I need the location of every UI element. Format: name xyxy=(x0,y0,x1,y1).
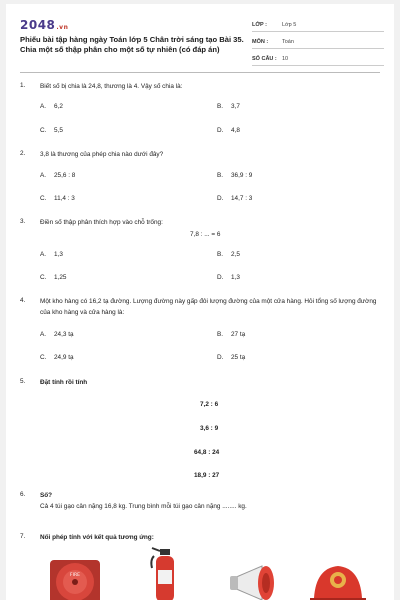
question-7: 7. Nối phép tính với kết quả tương ứng: xyxy=(20,533,154,541)
meta-info xyxy=(252,18,384,69)
option-b[interactable]: B. 27 tạ xyxy=(217,331,246,338)
blank-expression: 7,8 : ... = 6 xyxy=(190,230,221,238)
meta-subject: MÔN : Toán xyxy=(252,35,384,49)
option-c[interactable]: C. 11,4 : 3 xyxy=(40,194,75,202)
option-d[interactable]: D. 14,7 : 3 xyxy=(217,194,253,202)
calc-expression: 7,2 : 6 xyxy=(200,400,219,408)
option-b[interactable]: B. 36,9 : 9 xyxy=(217,171,253,179)
header-divider xyxy=(20,72,380,73)
alarm-bell-icon xyxy=(46,556,104,600)
option-c[interactable]: C. 1,25 xyxy=(40,273,67,281)
question-3: 3. Điền số thập phân thích hợp vào chỗ trống: 7,8 : ... = 6 A. 1,3 B. 2,5 C. 1,25 D. 1,3 xyxy=(20,218,240,281)
calc-expression: 3,6 : 9 xyxy=(200,424,219,432)
question-1: 1. Biết số bị chia là 24,8, thương là 4. Vậy số chia là: A. 6,2 B. 3,7 C. 5,5 D. 4,8 xyxy=(20,82,240,134)
calc-expression: 18,9 : 27 xyxy=(194,471,220,479)
question-4: 4. Một kho hàng có 16,2 tạ đường. Lượng đường này gấp đôi lượng đường của một cửa hàng. Hỏi tổng số lượng đường của kho hàng và cửa hàng là: A. 24,3 tạ B. 27 tạ C. 24,9 tạ D. 25 tạ xyxy=(20,297,377,361)
option-a[interactable]: A. 1,3 xyxy=(40,250,63,258)
fire-extinguisher-icon xyxy=(146,546,184,600)
worksheet-page xyxy=(6,4,394,600)
option-b[interactable]: B. 3,7 xyxy=(217,102,240,110)
site-logo[interactable]: 2048.vn xyxy=(20,18,69,32)
meta-count: SỐ CÂU : 10 xyxy=(252,52,384,66)
calc-expression: 64,8 : 24 xyxy=(194,448,220,456)
option-b[interactable]: B. 2,5 xyxy=(217,250,240,258)
question-6-statement: Cả 4 túi gạo cân nặng 16,8 kg. Trung bình mỗi túi gạo cân nặng ........ kg. xyxy=(40,502,247,510)
option-d[interactable]: D. 4,8 xyxy=(217,126,240,134)
option-a[interactable]: A. 25,6 : 8 xyxy=(40,171,76,179)
option-a[interactable]: A. 24,3 tạ xyxy=(40,331,74,338)
option-d[interactable]: D. 1,3 xyxy=(217,273,240,281)
worksheet-title: Phiếu bài tập hàng ngày Toán lớp 5 Chân trời sáng tạo Bài 35. Chia một số thập phân cho một số tự nhiên (có đáp án) xyxy=(20,35,244,54)
option-c[interactable]: C. 24,9 tạ xyxy=(40,354,74,361)
megaphone-icon xyxy=(228,564,284,600)
option-d[interactable]: D. 25 tạ xyxy=(217,354,246,361)
question-5: 5. Đặt tính rồi tính 7,2 : 6 3,6 : 9 64,8 : 24 18,9 : 27 xyxy=(20,378,220,479)
question-2: 2. 3,8 là thương của phép chia nào dưới đây? A. 25,6 : 8 B. 36,9 : 9 C. 11,4 : 3 D. 14,7 : 3 xyxy=(20,150,253,202)
firefighter-helmet-icon xyxy=(308,562,368,600)
svg-text:FIRE: FIRE xyxy=(70,573,80,578)
meta-grade: LỚP : Lớp 5 xyxy=(252,18,384,32)
option-a[interactable]: A. 6,2 xyxy=(40,102,63,110)
question-6: 6. Số? Cả 4 túi gạo cân nặng 16,8 kg. Trung bình mỗi túi gạo cân nặng ........ kg. xyxy=(20,491,380,512)
option-c[interactable]: C. 5,5 xyxy=(40,126,63,134)
